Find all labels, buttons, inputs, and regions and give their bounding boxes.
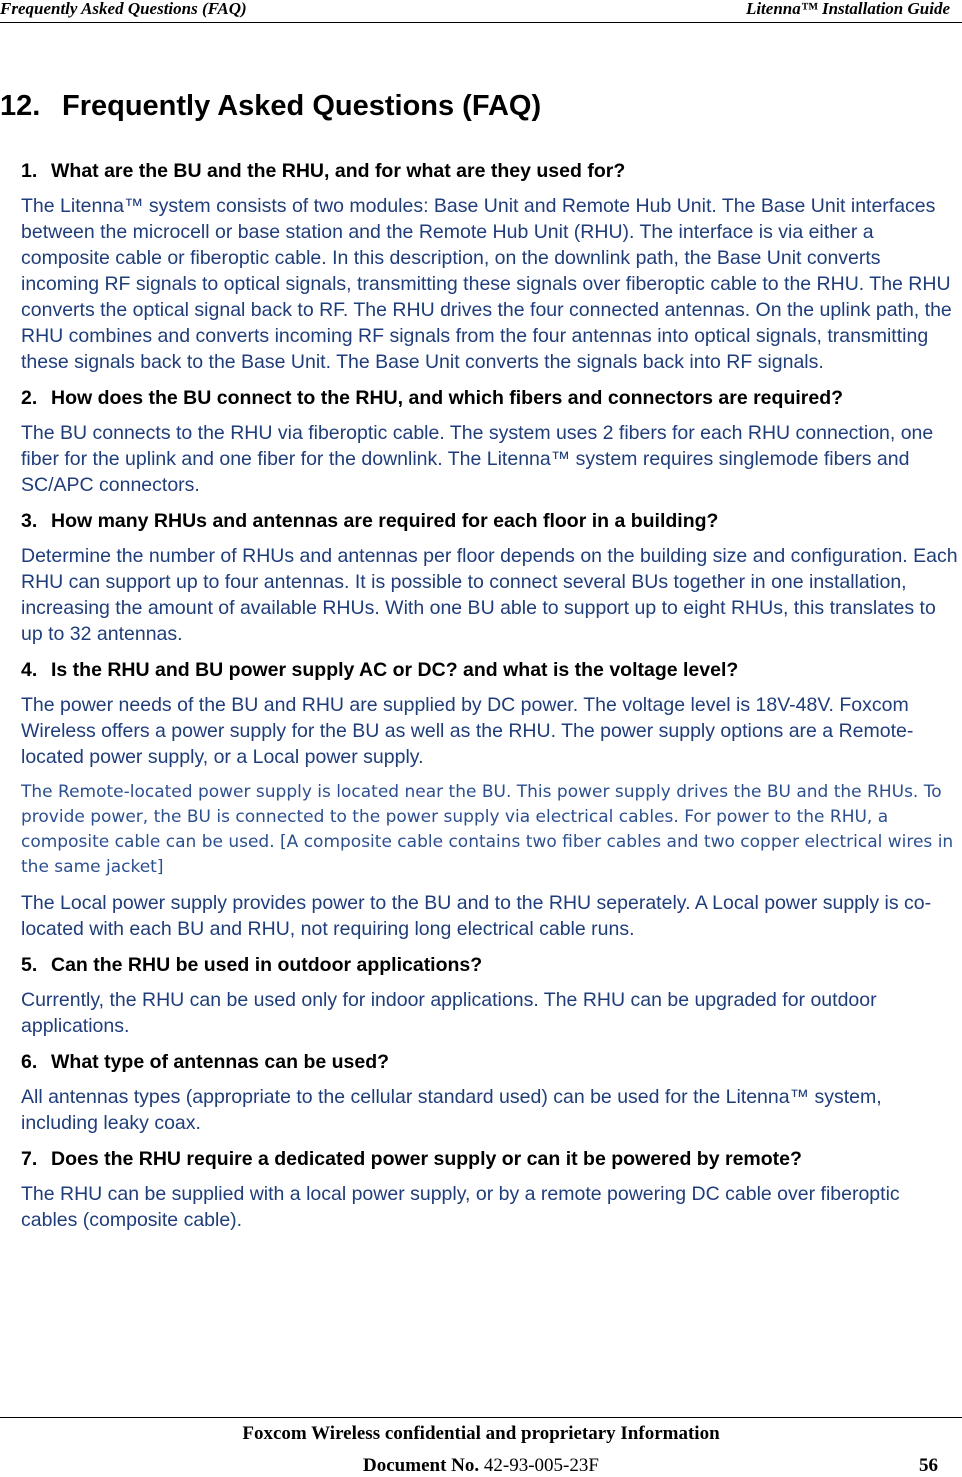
faq-question-1 [21,158,961,184]
faq-question-5 [21,952,961,978]
question-number: 5. [21,954,38,976]
faq-answer-3: Determine the number of RHUs and antennas per floor depends on the building size and configuration. Each RHU can support up to four antennas. It is possible to connect several BUs together in one installation, increasing the amount of available RHUs. With one BU able to support up to eight RHUs, this translates to up to 32 antennas. [21,545,958,645]
faq-question-3 [21,508,961,534]
question-text: How does the BU connect to the RHU, and which fibers and connectors are required? [51,387,844,409]
faq-answer-1: The Litenna™ system consists of two modules: Base Unit and Remote Hub Unit. The Base Unit interfaces between the microcell or base station and the Remote Hub Unit (RHU). The interface is via either a composite cable or fiberoptic cable. In this description, on the downlink path, the Base Unit converts incoming RF signals to optical signals, transmitting these signals over fiberoptic cable to the RHU. The RHU converts the optical signal back to RF. The RHU drives the four connected antennas. On the uplink path, the RHU combines and converts incoming RF signals from the four antennas into optical signals, transmitting these signals back to the Base Unit. The Base Unit converts the signals back into RF signals. [21,195,952,373]
footer-confidential-notice: Foxcom Wireless confidential and proprietary Information [242,1423,720,1444]
faq-answer-4-remote-supply: The Remote-located power supply is located near the BU. This power supply drives the BU and the RHUs. To provide power, the BU is connected to the power supply via electrical cables. For power to the RHU, a composite cable can be used. [A composite cable contains two fiber cables and two copper electrical wires in the same jacket] [21,782,954,877]
section-title: Frequently Asked Questions (FAQ) [62,90,542,122]
question-number: 6. [21,1051,38,1073]
header-right-title: Litenna™ Installation Guide [745,0,950,18]
question-number: 1. [21,160,38,182]
question-number: 3. [21,510,38,532]
faq-answer-7: The RHU can be supplied with a local power supply, or by a remote powering DC cable over fiberoptic cables (composite cable). [21,1183,900,1231]
question-text: Can the RHU be used in outdoor applications? [51,954,483,976]
doc-number-label: Document No. [363,1455,480,1476]
section-heading [0,90,541,123]
doc-number-value: 42-93-005-23F [483,1455,599,1476]
faq-answer-2: The BU connects to the RHU via fiberoptic cable. The system uses 2 fibers for each RHU connection, one fiber for the uplink and one fiber for the downlink. The Litenna™ system requires singlemode fibers and SC/APC connectors. [21,422,934,496]
header-left-title: Frequently Asked Questions (FAQ) [0,0,247,18]
faq-answer-5: Currently, the RHU can be used only for indoor applications. The RHU can be upgraded for outdoor applications. [21,989,877,1037]
faq-answer-6: All antennas types (appropriate to the cellular standard used) can be used for the Litenna™ system, including leaky coax. [21,1086,882,1134]
question-text: What type of antennas can be used? [51,1051,390,1073]
question-text: Does the RHU require a dedicated power supply or can it be powered by remote? [51,1148,802,1170]
faq-question-4 [21,657,961,683]
section-number: 12. [0,90,41,122]
faq-question-6 [21,1049,961,1075]
question-text: How many RHUs and antennas are required for each floor in a building? [51,510,719,532]
faq-answer-4-local-supply: The Local power supply provides power to the BU and to the RHU seperately. A Local power supply is co-located with each BU and RHU, not requiring long electrical cable runs. [21,892,932,940]
question-number: 7. [21,1148,38,1170]
question-number: 4. [21,659,38,681]
faq-list [21,158,961,1243]
question-number: 2. [21,387,38,409]
question-text: What are the BU and the RHU, and for what are they used for? [51,160,626,182]
faq-question-2 [21,385,961,411]
faq-question-7 [21,1146,961,1172]
footer-divider [0,1417,962,1418]
footer-document-number [0,1455,962,1477]
faq-answer-4: The power needs of the BU and RHU are supplied by DC power. The voltage level is 18V-48V. Foxcom Wireless offers a power supply for the BU as well as the RHU. The power supply options are a Remote-located power supply, or a Local power supply. [21,694,914,768]
page-number: 56 [919,1455,938,1476]
question-text: Is the RHU and BU power supply AC or DC? and what is the voltage level? [51,659,739,681]
page-header [0,0,962,23]
